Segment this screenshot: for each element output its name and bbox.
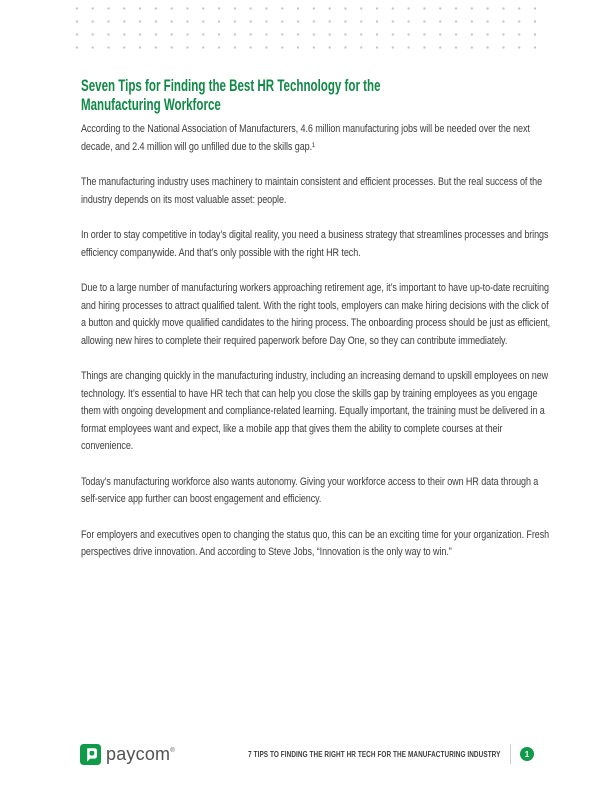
paycom-logo-icon (80, 744, 101, 765)
page-title-line2: Manufacturing Workforce (81, 95, 221, 114)
body-paragraph: In order to stay competitive in today’s digital reality, you need a business strategy that streamlines processes and brings efficiency companywide. And that’s only possible with the right HR tech. (81, 229, 549, 259)
body-paragraph: Today’s manufacturing workforce also wants autonomy. Giving your workforce access to their own HR data through a self-service app further can boost engagement and efficiency. (81, 475, 539, 505)
footer-divider (510, 744, 511, 764)
body-paragraph: Things are changing quickly in the manufacturing industry, including an increasing demand to upskill employees on new technology. It’s essential to have HR tech that can help you close the skills gap by training employees as you engage them with ongoing development and compliance-related learning. Equally important, the training must be delivered in a format employees want and expect, like a mobile app that gives them the ability to complete courses at their convenience. (81, 370, 549, 452)
body-paragraph: Due to a large number of manufacturing workers approaching retirement age, it’s important to have up-to-date recruiting and hiring processes to attract qualified talent. With the right tools, employers can make hiring decisions with the click of a button and quickly move qualified candidates to the hiring process. The onboarding process should be just as efficient, allowing new hires to complete their required paperwork before Day One, so they can contribute immediately. (81, 282, 551, 347)
footer-right (185, 744, 535, 764)
body-paragraph: According to the National Association of Manufacturers, 4.6 million manufacturing jobs will be needed over the next decade, and 2.4 million will go unfilled due to the skills gap.¹ (81, 123, 530, 153)
registered-trademark-symbol: ® (170, 747, 175, 754)
body-paragraph: The manufacturing industry uses machinery to maintain consistent and efficient processes. But the real success of the industry depends on its most valuable asset: people. (81, 176, 543, 206)
article-content (81, 76, 551, 580)
article-body (81, 121, 551, 562)
page-title-line1: Seven Tips for Finding the Best HR Technology for the (81, 76, 381, 95)
paycom-logo (80, 744, 175, 765)
dot-grid-pattern (69, 2, 543, 54)
paycom-logo-text: paycom (106, 743, 171, 764)
footer (80, 740, 534, 768)
page-title (81, 76, 401, 114)
page-number-badge: 1 (520, 747, 534, 761)
body-paragraph: For employers and executives open to changing the status quo, this can be an exciting time for your organization. Fresh perspectives drive innovation. And according to Steve Jobs, “Innovation is the only way to win.” (81, 528, 550, 558)
footer-document-title: 7 TIPS TO FINDING THE RIGHT HR TECH FOR THE MANUFACTURING INDUSTRY (247, 749, 500, 759)
